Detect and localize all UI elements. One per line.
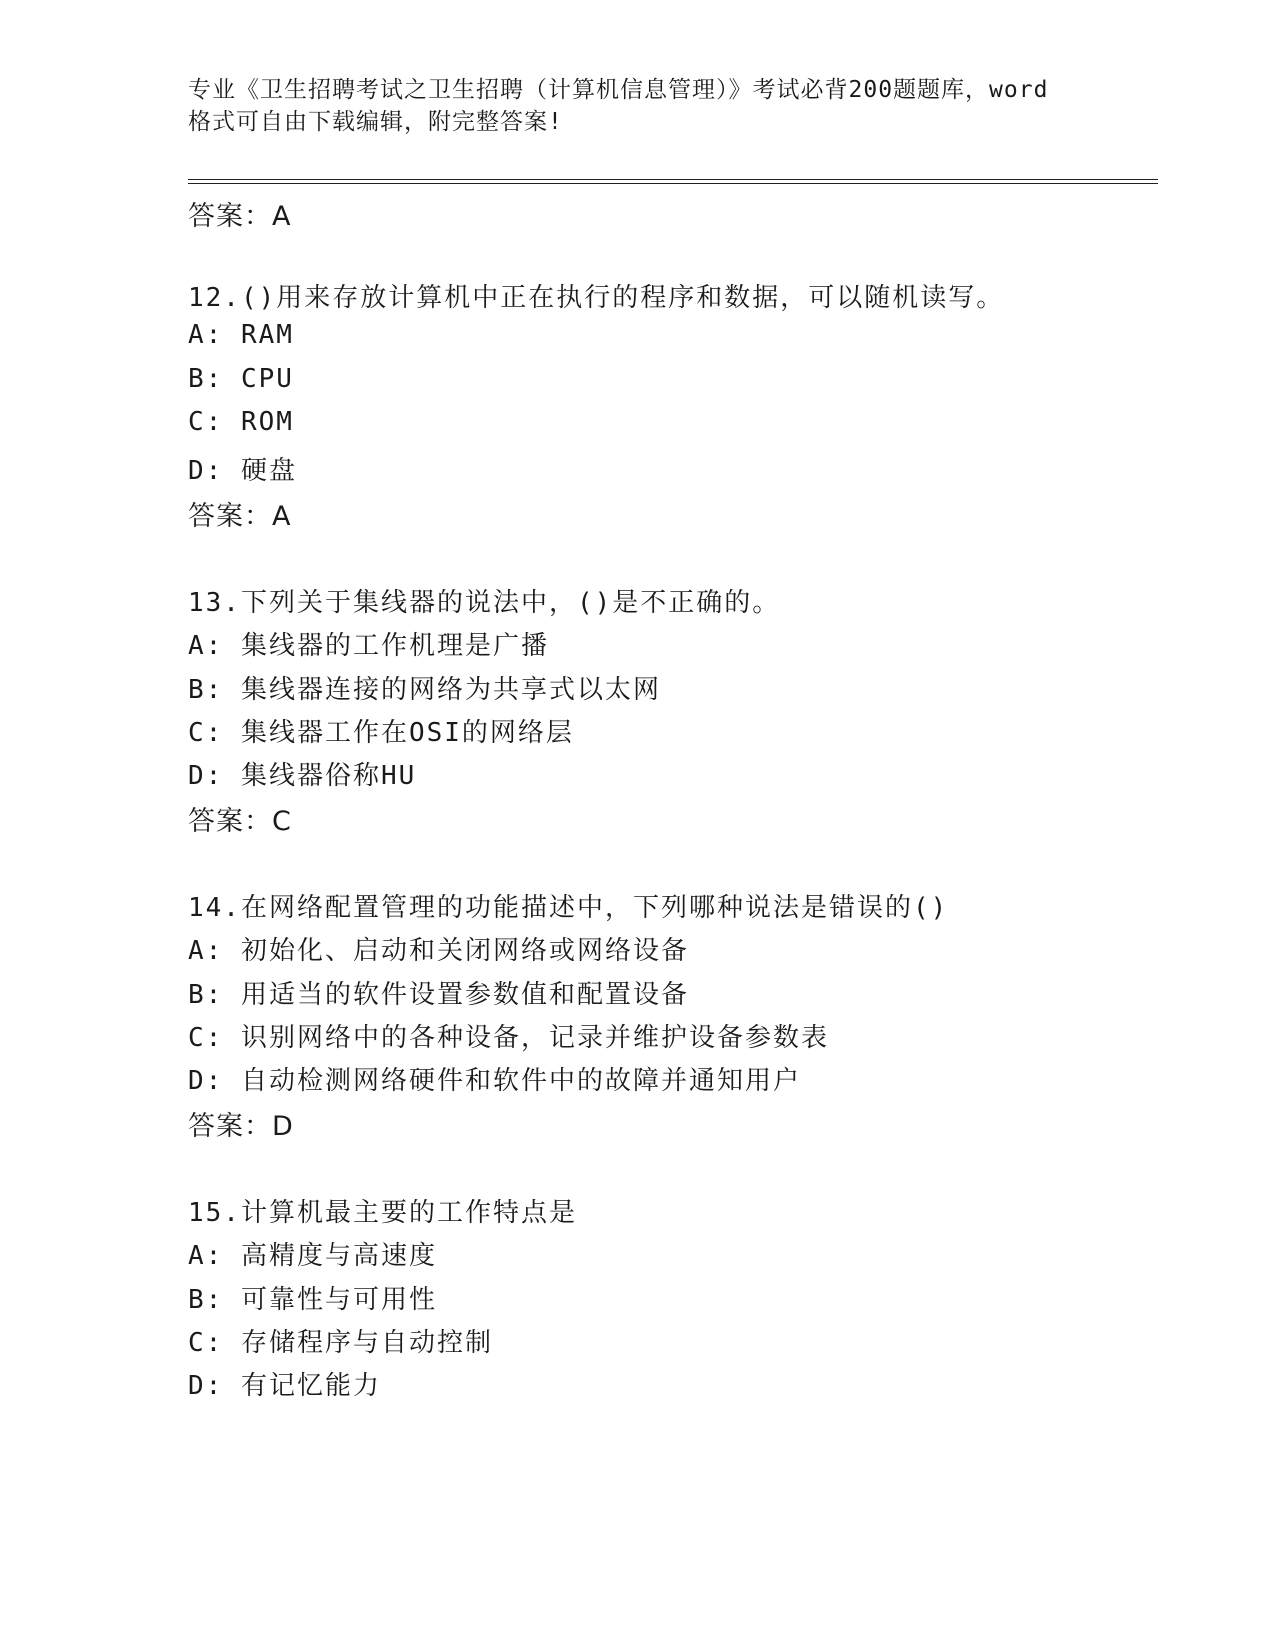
option-d: D: 集线器俗称HU bbox=[188, 761, 417, 791]
question-stem: 12.()用来存放计算机中正在执行的程序和数据，可以随机读写。 bbox=[188, 283, 1005, 313]
option-a: A: 高精度与高速度 bbox=[188, 1241, 437, 1271]
option-d: D: 有记忆能力 bbox=[188, 1371, 381, 1401]
option-c: C: 集线器工作在OSI的网络层 bbox=[188, 718, 574, 748]
option-d: D: 自动检测网络硬件和软件中的故障并通知用户 bbox=[188, 1066, 801, 1096]
header-divider-bottom bbox=[188, 183, 1158, 184]
question-stem: 14.在网络配置管理的功能描述中，下列哪种说法是错误的() bbox=[188, 893, 949, 923]
header-divider-top bbox=[188, 179, 1158, 180]
document-header bbox=[188, 74, 1088, 138]
question-stem: 13.下列关于集线器的说法中，()是不正确的。 bbox=[188, 588, 781, 618]
option-b: B: 用适当的软件设置参数值和配置设备 bbox=[188, 980, 689, 1010]
header-line-2: 格式可自由下载编辑，附完整答案! bbox=[188, 109, 563, 135]
answer-line: 答案：D bbox=[188, 1111, 294, 1142]
answer-line: 答案：A bbox=[188, 501, 292, 532]
option-a: A: 集线器的工作机理是广播 bbox=[188, 631, 549, 661]
option-b: B: 可靠性与可用性 bbox=[188, 1285, 437, 1315]
option-a: A: RAM bbox=[188, 320, 294, 350]
option-c: C: ROM bbox=[188, 407, 294, 437]
answer-line: 答案：C bbox=[188, 806, 292, 837]
option-d: D: 硬盘 bbox=[188, 456, 297, 486]
question-stem: 15.计算机最主要的工作特点是 bbox=[188, 1198, 577, 1228]
option-c: C: 识别网络中的各种设备，记录并维护设备参数表 bbox=[188, 1023, 829, 1053]
answer-line: 答案：A bbox=[188, 201, 292, 232]
option-a: A: 初始化、启动和关闭网络或网络设备 bbox=[188, 936, 689, 966]
option-b: B: 集线器连接的网络为共享式以太网 bbox=[188, 675, 661, 705]
header-line-1: 专业《卫生招聘考试之卫生招聘（计算机信息管理）》考试必背200题题库，word bbox=[188, 77, 1049, 103]
option-c: C: 存储程序与自动控制 bbox=[188, 1328, 493, 1358]
option-b: B: CPU bbox=[188, 364, 294, 394]
